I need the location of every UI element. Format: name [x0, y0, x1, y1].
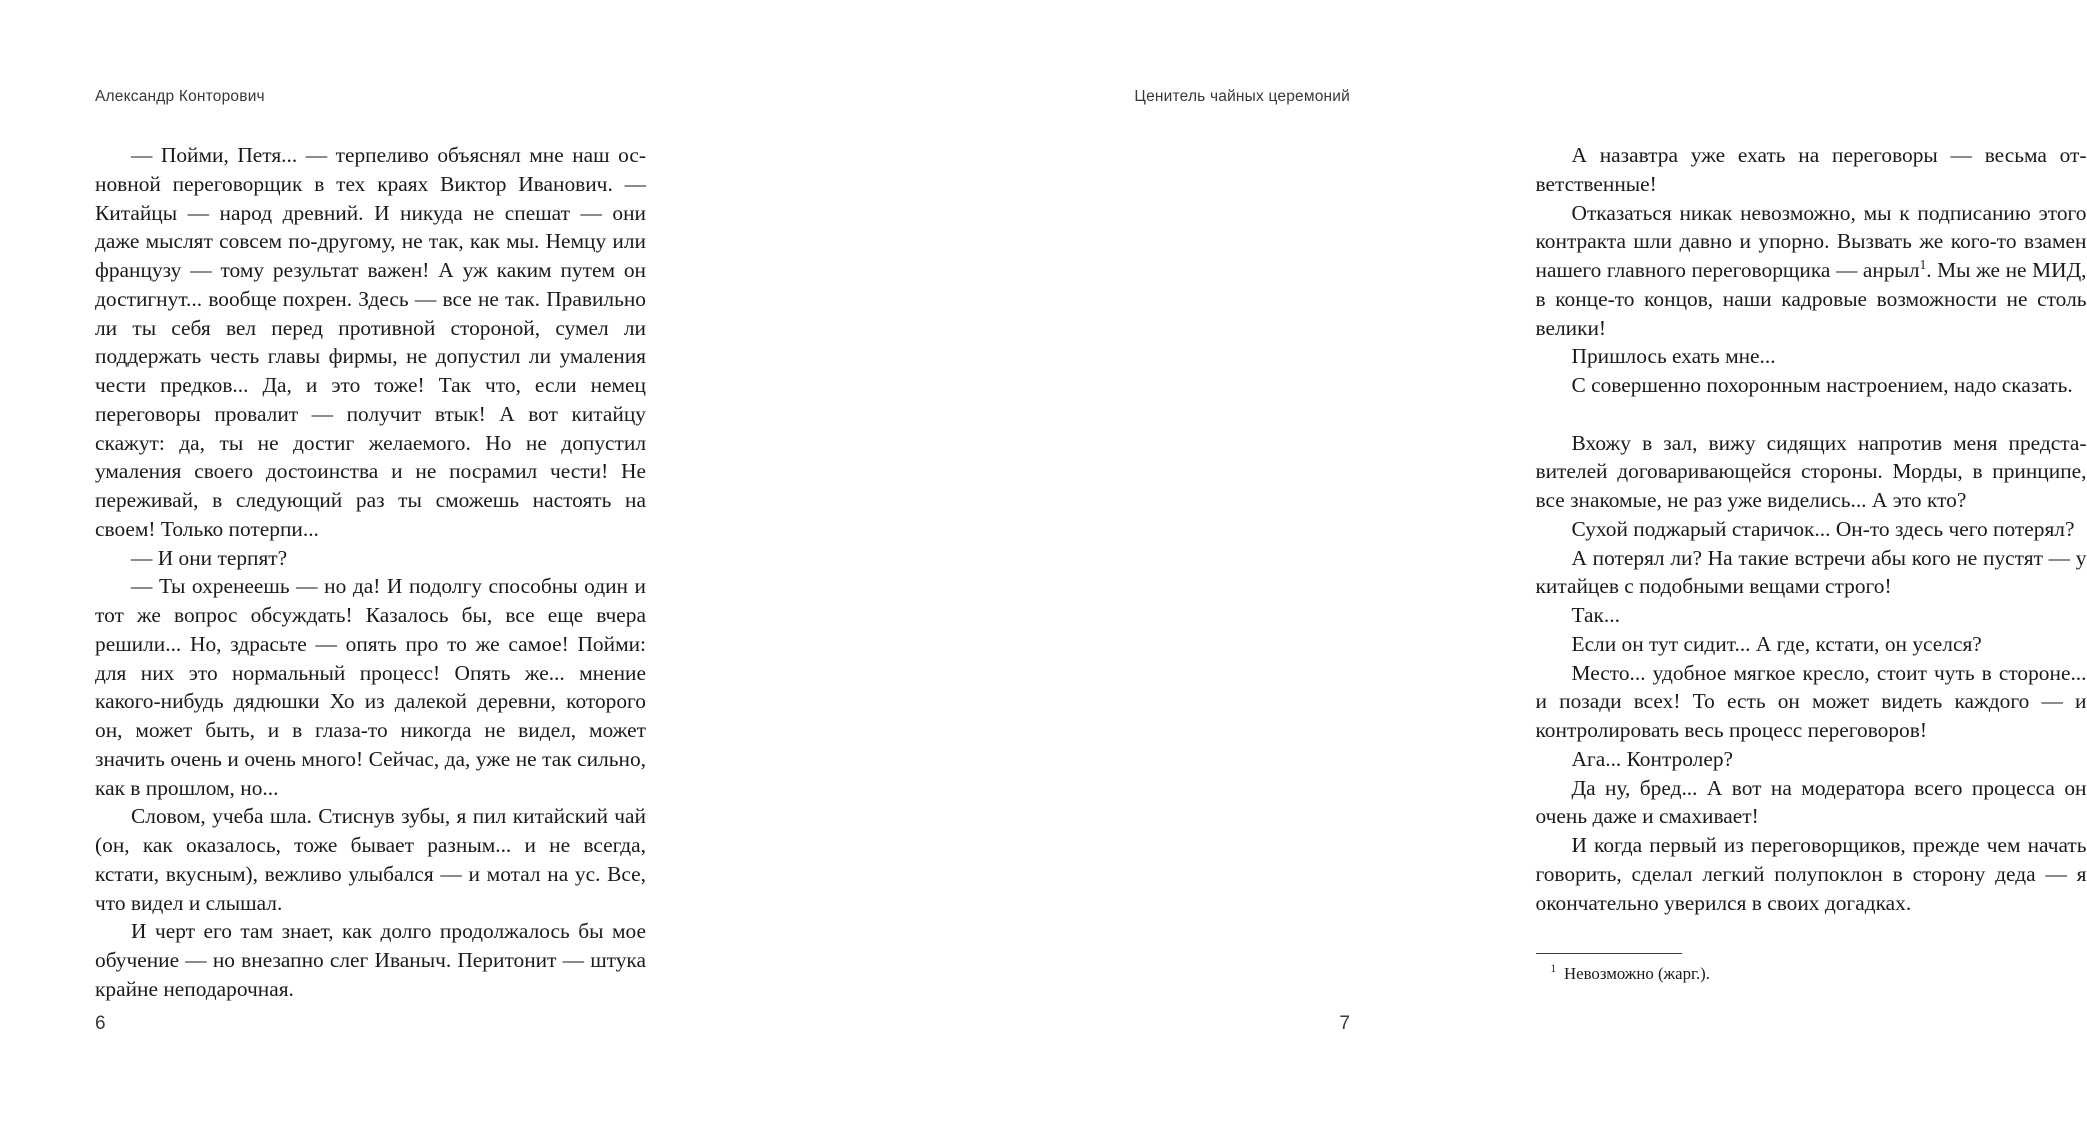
footnote-text: Невозможно (жарг.).: [1564, 964, 1710, 983]
paragraph: — Пойми, Петя... — терпеливо объяснял мне наш основной переговорщик в тех краях Виктор Иванович. — Китайцы — народ древний. И никуда не спешат — они даже мыслят совсем по-другому, не так, как мы. Немцу или французу — тому результат важен! А уж каким путем он достигнут... вообще похрен. Здесь — все не так. Правильно ли ты себя вел перед противной стороной, сумел ли поддержать честь главы фирмы, не допустил ли умаления чести предков... Да, и это тоже! Так что, если немец переговоры провалит — получит втык! А вот китайцу скажут: да, ты не достиг желаемого. Но не допустил умаления своего достоинства и не посрамил чести! Не переживай, в следующий раз ты сможешь настоять на своем! Только потерпи...: [95, 143, 646, 541]
paragraph: Ага... Контролер?: [1571, 746, 1734, 771]
page-left: [0, 0, 723, 1129]
page-right: [723, 0, 2087, 1129]
paragraph: — И они терпят?: [131, 545, 288, 570]
paragraph: Так...: [1571, 603, 1620, 627]
footnote-reference-marker[interactable]: 1: [1919, 256, 1927, 272]
paragraph: Вхожу в зал, вижу сидящих напротив меня представителей договаривающейся стороны. Морды, в принципе, все знакомые, не раз уже виделись... А это кто?: [1535, 430, 2087, 512]
paragraph-with-footnote-ref: [1536, 199, 2087, 343]
paragraph-text-part-1: Отказаться никак невозможно, мы к подписанию этого контракта шли давно и упорно. Вызвать же кого-то взамен нашего главного переговорщика — анрыл: [1535, 200, 2087, 282]
footnote-item: [1536, 963, 2087, 985]
body-text-right: [1536, 141, 2087, 917]
paragraph: А потерял ли? На такие встречи абы кого не пустят — у китайцев с подобными вещами строго!: [1535, 545, 2087, 599]
paragraph-text-part-2: . Мы же не МИД, в конце-то концов, наши кадровые возможности не столь велики!: [1535, 258, 2087, 340]
paragraph: Место... удобное мягкое кресло, стоит чуть в стороне... и позади всех! То есть он может видеть каждого — и контролировать весь процесс переговоров!: [1535, 660, 2087, 742]
paragraph: Пришлось ехать мне...: [1571, 344, 1776, 369]
footnote-area: [1536, 953, 2087, 985]
paragraph: Сухой поджарый старичок... Он-то здесь чего потерял?: [1571, 516, 2075, 541]
footnote-number: 1: [1550, 963, 1557, 976]
running-head-title: Ценитель чайных церемоний: [1134, 88, 1350, 105]
running-head-author: Александр Конторович: [95, 88, 265, 105]
paragraph: И черт его там знает, как долго продолжалось бы мое обучение — но внезапно слег Иваныч. Перитонит — штука крайне неподарочная.: [95, 919, 646, 1001]
paragraph: С совершенно похоронным настроением, надо сказать.: [1571, 373, 2073, 397]
page-number-right: 7: [1339, 1013, 1350, 1034]
paragraph: И когда первый из переговорщиков, прежде чем начать говорить, сделал легкий полупоклон в сторону деда — я окончательно уверился в своих догадках.: [1535, 833, 2087, 915]
paragraph: Да ну, бред... А вот на модератора всего процесса он очень даже и смахивает!: [1535, 775, 2087, 829]
paragraph: Если он тут сидит... А где, кстати, он уселся?: [1571, 631, 1982, 656]
body-text-left: [95, 141, 646, 1004]
footnote-separator-rule: [1536, 953, 1682, 954]
page-number-left: 6: [95, 1013, 106, 1034]
paragraph: А назавтра уже ехать на переговоры — весьма ответственные!: [1535, 143, 2087, 196]
paragraph: — Ты охренеешь — но да! И подолгу способны один и тот же вопрос обсуждать! Казалось бы, все еще вчера решили... Но, здрасьте — опять про то же самое! Пойми: для них это нормальный процесс! Опять же... мнение какого-нибудь дядюшки Хо из далекой деревни, которого он, может быть, и в глаза-то никогда не видел, может значить очень и очень много! Сейчас, да, уже не так сильно, как в прошлом, но...: [95, 574, 646, 800]
paragraph: Словом, учеба шла. Стиснув зубы, я пил китайский чай (он, как оказалось, тоже бывает разным... и не всегда, кстати, вкусным), вежливо улыбался — и мотал на ус. Все, что видел и слышал.: [95, 804, 646, 915]
